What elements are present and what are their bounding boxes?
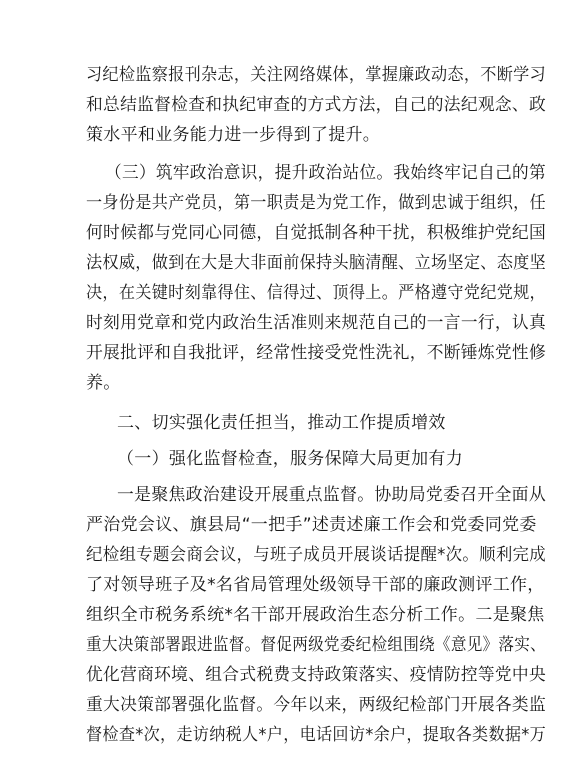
paragraph-line: 时刻用党章和党内政治生活准则来规范自己的一言一行，认真 xyxy=(86,313,547,333)
paragraph-line: 组织全市税务系统*名干部开展政治生态分析工作。二是聚焦 xyxy=(86,605,545,625)
paragraph-line: 决，在关键时刻靠得住、信得过、顶得上。严格遵守党纪党规， xyxy=(86,283,546,303)
paragraph-line: 策水平和业务能力进一步得到了提升。 xyxy=(86,125,381,145)
paragraph-line: 法权威，做到在大是大非面前保持头脑清醒、立场坚定、态度坚 xyxy=(86,253,546,273)
paragraph-line: 纪检组专题会商会议，与班子成员开展谈话提醒*次。顺利完成 xyxy=(86,545,547,565)
paragraph-line: 习纪检监察报刊杂志，关注网络媒体，掌握廉政动态，不断学习 xyxy=(86,65,546,85)
paragraph-line: 一是聚焦政治建设开展重点监督。协助局党委召开全面从 xyxy=(117,485,546,505)
section-heading-3: （三）筑牢政治意识，提升政治站位。我始终牢记自己的第 xyxy=(105,163,546,183)
paragraph-line: 了对领导班子及*名省局管理处级领导干部的廉政测评工作， xyxy=(86,575,545,595)
paragraph-line: 开展批评和自我批评，经常性接受党性洗礼，不断锤炼党性修 xyxy=(86,343,547,363)
paragraph-line: 优化营商环境、组合式税费支持政策落实、疫情防控等党中央 xyxy=(86,665,547,685)
paragraph-line: 何时候都与党同心同德，自觉抵制各种干扰，积极维护党纪国 xyxy=(86,223,547,243)
paragraph-line: 一身份是共产党员，第一职责是为党工作，做到忠诚于组织，任 xyxy=(86,193,546,213)
paragraph-line: 督检查*次，走访纳税人*户，电话回访*余户，提取各类数据*万 xyxy=(86,725,547,745)
section-heading-2: 二、切实强化责任担当，推动工作提质增效 xyxy=(117,413,446,433)
section-heading-3: （一）强化监督检查，服务保障大局更加有力 xyxy=(117,449,463,469)
paragraph-line: 养。 xyxy=(86,373,121,393)
paragraph-line: 重大决策部署跟进监督。督促两级党委纪检组围绕《意见》落实、 xyxy=(86,635,547,655)
paragraph-line: 严治党会议、旗县局“一把手”述责述廉工作会和党委同党委 xyxy=(86,515,537,535)
paragraph-line: 重大决策部署强化监督。今年以来，两级纪检部门开展各类监 xyxy=(86,695,547,715)
paragraph-line: 和总结监督检查和执纪审查的方式方法，自己的法纪观念、政 xyxy=(86,95,547,115)
